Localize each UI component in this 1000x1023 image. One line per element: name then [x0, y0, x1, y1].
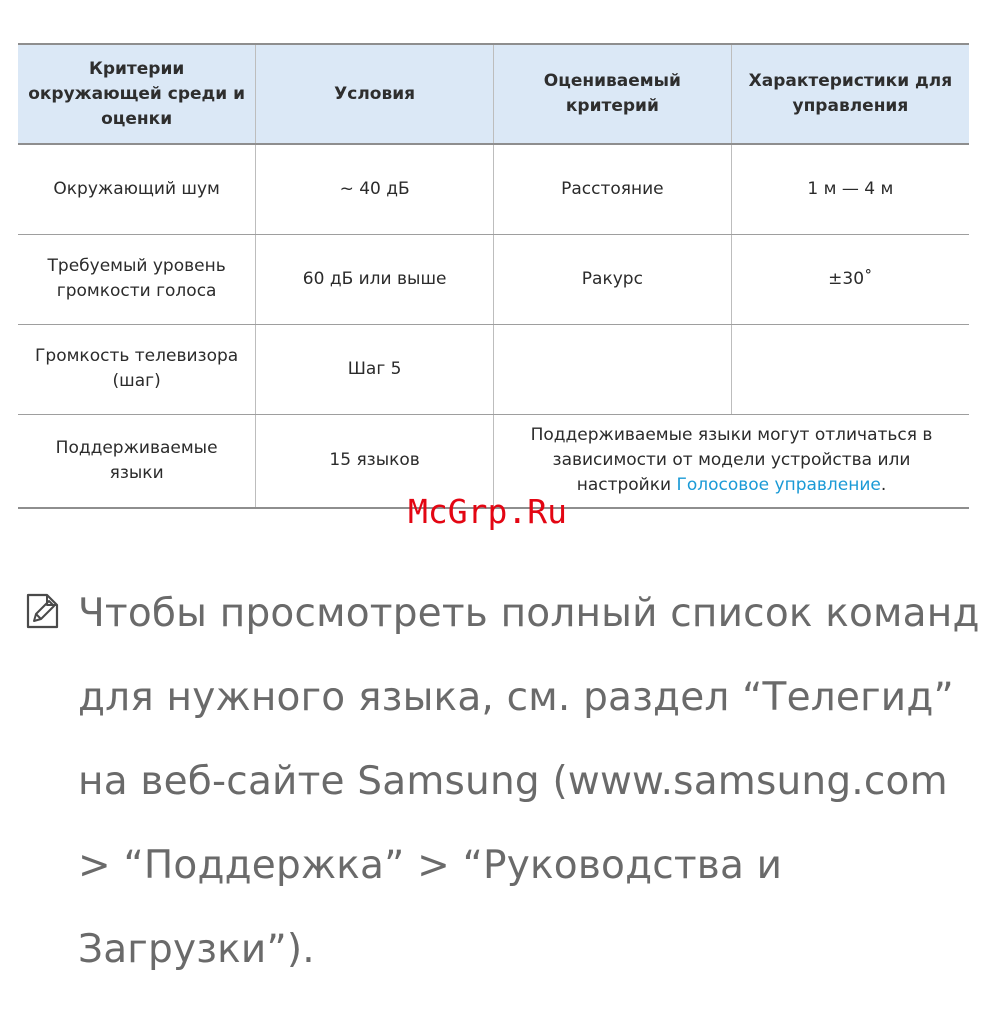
table-cell: Требуемый уровень громкости голоса: [18, 234, 256, 324]
note-pencil-icon: [22, 592, 60, 630]
table-cell: Ракурс: [494, 234, 732, 324]
note-text: Чтобы просмотреть полный список команд для нужного языка, см. раздел “Телегид” на веб-сайте Samsung (www.samsung.com > “Поддержка” > “Руководства и Загрузки”).: [78, 591, 980, 972]
table-cell: Расстояние: [494, 144, 732, 234]
voice-control-link[interactable]: Голосовое управление: [676, 475, 881, 496]
table-cell: 60 дБ или выше: [256, 234, 494, 324]
table-row: [18, 144, 969, 234]
table-cell: Громкость телевизора (шаг): [18, 324, 256, 414]
table-row: [18, 234, 969, 324]
table-cell: Поддерживаемые языки: [18, 414, 256, 508]
languages-note-period: .: [880, 475, 887, 496]
table-header-row: [18, 44, 969, 144]
table-cell: Окружающий шум: [18, 144, 256, 234]
header-evaluated-criterion: Оцениваемый критерий: [494, 44, 732, 144]
header-environment-criteria: Критерии окружающей среди и оценки: [18, 44, 256, 144]
table-cell: 1 м — 4 м: [731, 144, 969, 234]
voice-control-spec-table: [18, 43, 969, 509]
table-cell-empty: [494, 324, 732, 414]
header-conditions: Условия: [256, 44, 494, 144]
table-row: [18, 324, 969, 414]
table-cell: 15 языков: [256, 414, 494, 508]
languages-note-text: Поддерживаемые языки могут отличаться в зависимости от модели устройства или настройки: [530, 425, 933, 496]
table-cell: ±30˚: [731, 234, 969, 324]
header-control-characteristics: Характеристики для управления: [731, 44, 969, 144]
table-cell: ~ 40 дБ: [256, 144, 494, 234]
table-cell-empty: [731, 324, 969, 414]
watermark-logo: McGrp.Ru: [408, 492, 567, 531]
table-cell: Шаг 5: [256, 324, 494, 414]
